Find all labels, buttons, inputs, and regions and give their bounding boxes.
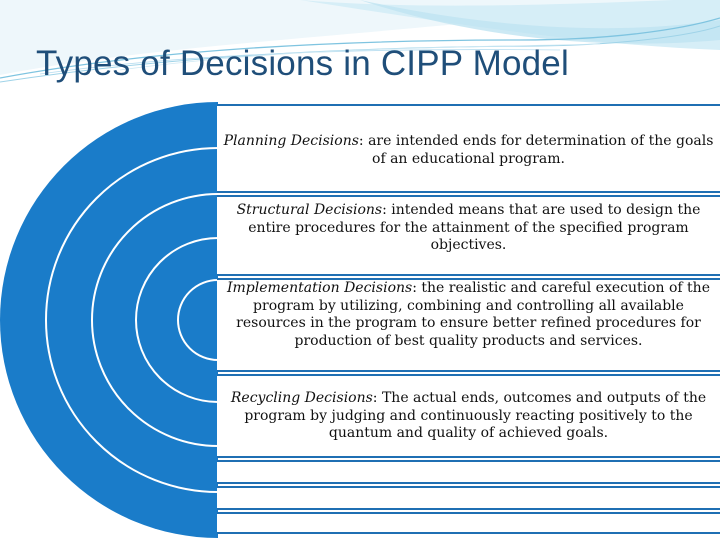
decision-text: : The actual ends, outcomes and outputs of the program by judging and continuously reacting positively to the quantum and quality of achieved goals.	[244, 390, 707, 441]
decision-text: : are intended ends for determination of the goals of an educational program.	[358, 133, 714, 167]
decision-implementation	[217, 278, 720, 372]
decision-recycling	[217, 374, 720, 458]
decision-term: Structural Decisions	[236, 202, 383, 218]
empty-row	[217, 512, 720, 534]
decision-term: Implementation Decisions	[227, 280, 413, 296]
empty-row	[217, 460, 720, 484]
decision-structural	[217, 195, 720, 276]
decision-text: : intended means that are used to design the entire procedures for the attainment of the specified program objectives.	[248, 202, 701, 253]
decision-term: Recycling Decisions	[230, 390, 373, 406]
decision-text: : the realistic and careful execution of the program by utilizing, combining and controlling all available resources in the program to ensure better refined procedures for production of best quality products and services.	[236, 280, 710, 349]
slide-title: Types of Decisions in CIPP Model	[36, 44, 569, 83]
empty-row	[217, 486, 720, 510]
decision-list	[217, 104, 720, 536]
decision-term: Planning Decisions	[223, 133, 359, 149]
decision-planning	[217, 104, 720, 193]
